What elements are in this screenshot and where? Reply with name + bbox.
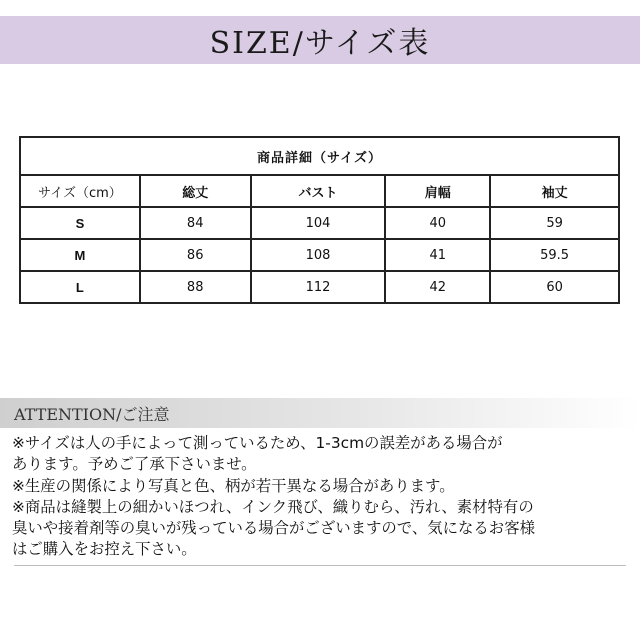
column-header-sleeve: 袖丈 — [490, 175, 619, 207]
note-line: 臭いや接着剤等の臭いが残っている場合がございますので、気になるお客様 — [12, 519, 535, 538]
column-header-size: サイズ（cm） — [20, 175, 140, 207]
note-line: あります。予めご了承下さいませ。 — [12, 455, 257, 474]
column-header-bust: バスト — [251, 175, 386, 207]
table-cell: 60 — [490, 271, 619, 303]
column-header-shoulder: 肩幅 — [385, 175, 490, 207]
note-line: ※生産の関係により写真と色、柄が若干異なる場合があります。 — [12, 476, 455, 495]
table-cell: 108 — [251, 239, 386, 271]
divider — [14, 565, 626, 566]
note-line: はご購入をお控え下さい。 — [12, 540, 197, 559]
table-cell: 104 — [251, 207, 386, 239]
table-caption-row — [20, 137, 619, 175]
table-caption: 商品詳細（サイズ） — [20, 137, 619, 175]
table-header-row — [20, 175, 619, 207]
table-row — [20, 207, 619, 239]
table-cell-size: M — [20, 239, 140, 271]
table-cell-size: L — [20, 271, 140, 303]
table-cell: 42 — [385, 271, 490, 303]
note-line: ※サイズは人の手によって測っているため、1-3cmの誤差がある場合が — [12, 434, 503, 452]
table-cell: 41 — [385, 239, 490, 271]
table-cell: 59 — [490, 207, 619, 239]
table-cell: 84 — [140, 207, 251, 239]
title-banner — [0, 16, 640, 64]
table-row — [20, 239, 619, 271]
attention-heading: ATTENTION/ご注意 — [14, 404, 170, 424]
table-cell: 86 — [140, 239, 251, 271]
attention-banner — [0, 398, 640, 428]
size-table — [19, 136, 620, 304]
page-title: SIZE/サイズ表 — [209, 26, 431, 61]
column-header-length: 総丈 — [140, 175, 251, 207]
table-cell: 88 — [140, 271, 251, 303]
table-cell: 40 — [385, 207, 490, 239]
attention-notes — [12, 433, 632, 561]
note-line: ※商品は縫製上の細かいほつれ、インク飛び、織りむら、汚れ、素材特有の — [12, 497, 534, 516]
table-cell-size: S — [20, 207, 140, 239]
table-cell: 112 — [251, 271, 386, 303]
table-row — [20, 271, 619, 303]
table-cell: 59.5 — [490, 239, 619, 271]
